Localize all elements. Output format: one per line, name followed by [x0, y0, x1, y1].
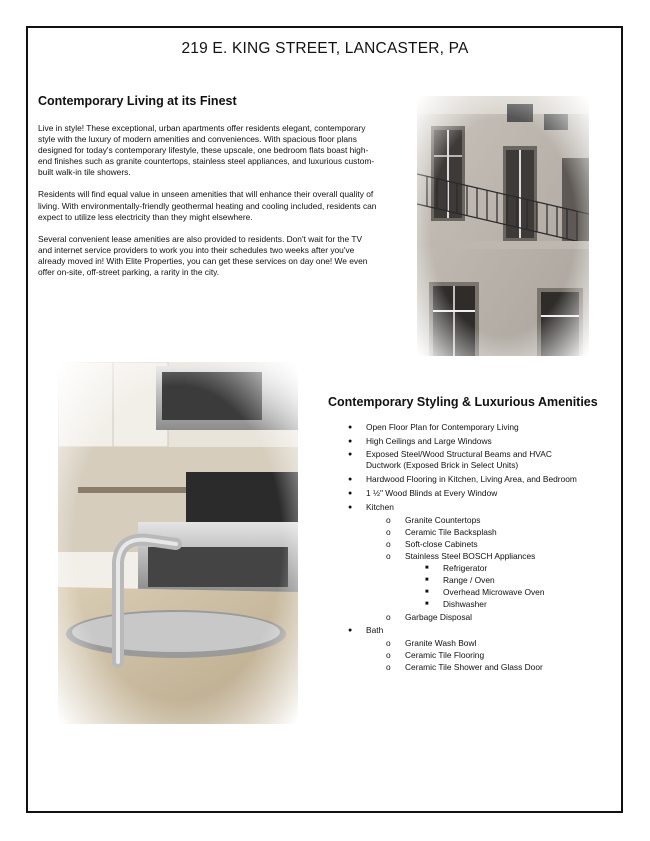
text-line: expect to utilize less electricity than they might elsewhere. — [38, 211, 253, 222]
text-line: Several convenient lease amenities are also provided to residents. Don't wait for the TV — [38, 233, 363, 244]
paragraph-3 — [38, 234, 398, 278]
section-heading-living: Contemporary Living at its Finest — [38, 94, 237, 108]
paragraph-2 — [38, 189, 398, 222]
text-line: and internet service providers to work you into their schedules two weeks after you've — [38, 244, 355, 255]
kitchen-photo — [58, 362, 298, 724]
text-line: living. With environmentally-friendly geothermal heating and cooling included, residents can — [38, 200, 377, 211]
section-heading-amenities: Contemporary Styling & Luxurious Amenities — [328, 395, 598, 409]
text-line: Live in style! These exceptional, urban apartments offer residents elegant, contemporary — [38, 123, 366, 133]
text-line: already moved in! With Elite Properties, you can get these services on day one! We even — [38, 255, 368, 266]
intro-text — [38, 123, 398, 289]
paragraph-1 — [38, 123, 398, 178]
text-line: built walk-in tile showers. — [38, 167, 131, 178]
text-line: style with the luxury of modern amenities and conveniences. With spacious floor plans — [38, 134, 357, 145]
text-line: Residents will find equal value in unseen amenities that will enhance their overall quality of — [38, 189, 374, 200]
building-photo — [417, 96, 589, 356]
text-line: offer on-site, off-street parking, a rarity in the city. — [38, 267, 220, 278]
text-line: end finishes such as granite countertops, stainless steel appliances, and luxurious custom- — [38, 156, 375, 167]
text-line: designed for today's contemporary lifestyle, these upscale, one bedroom flats boast high- — [38, 145, 369, 156]
page-title: 219 E. KING STREET, LANCASTER, PA — [181, 40, 469, 57]
